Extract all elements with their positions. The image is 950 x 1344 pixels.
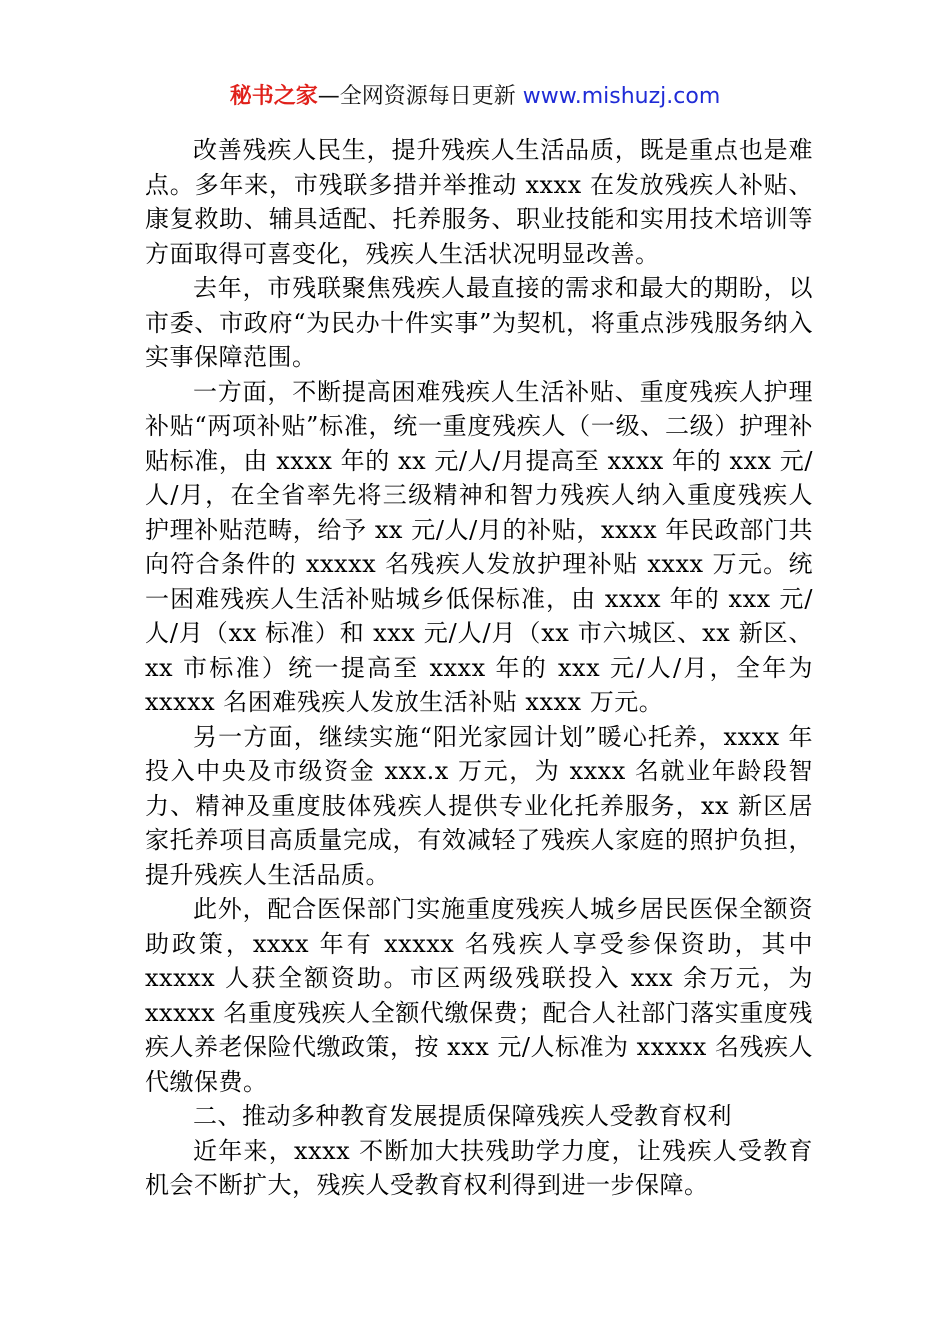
site-header: [0, 80, 950, 114]
paragraph-insurance: 此外，配合医保部门实施重度残疾人城乡居民医保全额资助政策，xxxx 年有 xxxxx 名残疾人享受参保资助，其中 xxxxx 人获全额资助。市区两级残联投入 xxx 余万元，为 xxxxx 名重度残疾人全额代缴保费；配合人社部门落实重度残疾人养老保险代缴政策，按 xxx 元/人标准为 xxxxx 名残疾人代缴保费。: [145, 895, 813, 1096]
paragraph-last-year: 去年，市残联聚焦残疾人最直接的需求和最大的期盼，以市委、市政府“为民办十件实事”为契机，将重点涉残服务纳入实事保障范围。: [145, 274, 813, 371]
paragraph-education: 近年来，xxxx 不断加大扶残助学力度，让残疾人受教育机会不断扩大，残疾人受教育权利得到进一步保障。: [145, 1136, 813, 1199]
paragraph-intro: 改善残疾人民生，提升残疾人生活品质，既是重点也是难点。多年来，市残联多措并举推动 xxxx 在发放残疾人补贴、康复救助、辅具适配、托养服务、职业技能和实用技术培训等方面取得可喜变化，残疾人生活状况明显改善。: [145, 136, 813, 268]
header-tagline: —全网资源每日更新: [317, 84, 516, 109]
brand-name: 秘书之家: [229, 84, 318, 109]
paragraph-care-services: 另一方面，继续实施“阳光家园计划”暖心托养，xxxx 年投入中央及市级资金 xxx.x 万元，为 xxxx 名就业年龄段智力、精神及重度肢体残疾人提供专业化托养服务，xx 新区居家托养项目高质量完成，有效减轻了残疾人家庭的照护负担，提升残疾人生活品质。: [145, 722, 813, 889]
section-heading-education: 二、推动多种教育发展提质保障残疾人受教育权利: [193, 1102, 732, 1130]
paragraph-subsidies: 一方面，不断提高困难残疾人生活补贴、重度残疾人护理补贴“两项补贴”标准，统一重度残疾人（一级、二级）护理补贴标准，由 xxxx 年的 xx 元/人/月提高至 xxxx 年的 xxx 元/人/月，在全省率先将三级精神和智力残疾人纳入重度残疾人护理补贴范畴，给予 xx 元/人/月的补贴，xxxx 年民政部门共向符合条件的 xxxxx 名残疾人发放护理补贴 xxxx 万元。统一困难残疾人生活补贴城乡低保标准，由 xxxx 年的 xxx 元/人/月（xx 标准）和 xxx 元/人/月（xx 市六城区、xx 新区、xx 市标准）统一提高至 xxxx 年的 xxx 元/人/月，全年为 xxxxx 名困难残疾人发放生活补贴 xxxx 万元。: [145, 377, 813, 716]
site-url[interactable]: www.mishuzj.com: [522, 84, 721, 109]
article-body: [145, 133, 813, 1203]
